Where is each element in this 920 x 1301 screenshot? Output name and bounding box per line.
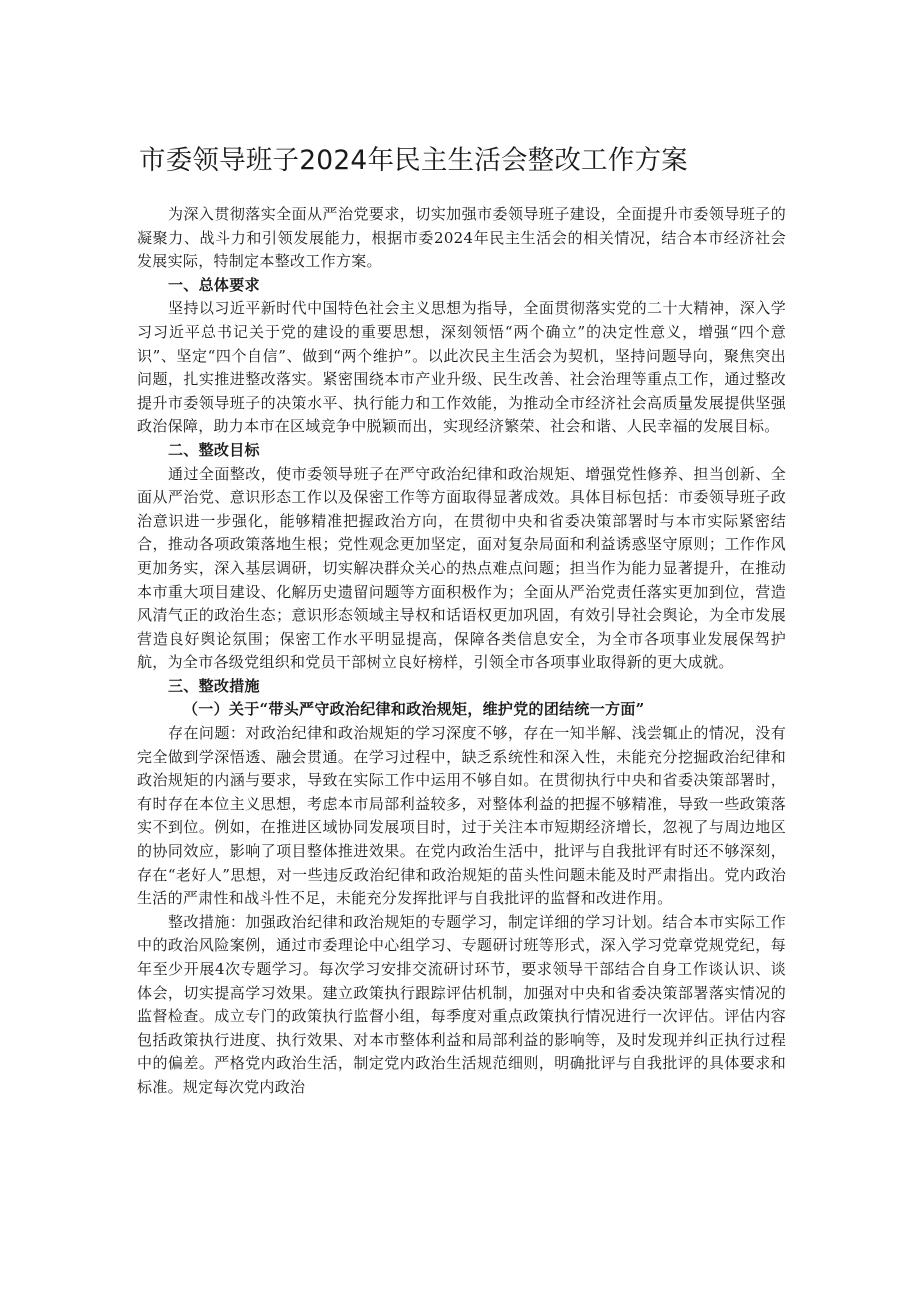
rectification-measures-paragraph: 整改措施：加强政治纪律和政治规矩的专题学习，制定详细的学习计划。结合本市实际工作中的政治风险案例，通过市委理论中心组学习、专题研讨班等形式，深入学习党章党规党纪，每年至少开展4次专题学习。每次学习安排交流研讨环节，要求领导干部结合自身工作谈认识、谈体会，切实提高学习效果。建立政策执行跟踪评估机制，加强对中央和省委决策部署落实情况的监督检查。成立专门的政策执行监督小组，每季度对重点政策执行情况进行一次评估。评估内容包括政策执行进度、执行效果、对本市整体利益和局部利益的影响等，及时发现并纠正执行过程中的偏差。严格党内政治生活，制定党内政治生活规范细则，明确批评与自我批评的具体要求和标准。规定每次党内政治	[137, 912, 786, 1096]
existing-problems-paragraph: 存在问题：对政治纪律和政治规矩的学习深度不够，存在一知半解、浅尝辄止的情况，没有完全做到学深悟透、融会贯通。在学习过程中，缺乏系统性和深入性，未能充分挖掘政治纪律和政治规矩的内涵与要求，导致在实际工作中运用不够自如。在贯彻执行中央和省委决策部署时，有时存在本位主义思想，考虑本市局部利益较多，对整体利益的把握不够精准，导致一些政策落实不到位。例如，在推进区域协同发展项目时，过于关注本市短期经济增长，忽视了与周边地区的协同效应，影响了项目整体推进效果。在党内政治生活中，批评与自我批评有时还不够深刻，存在“老好人”思想，对一些违反政治纪律和政治规矩的苗头性问题未能及时严肃指出。党内政治生活的严肃性和战斗性不足，未能充分发挥批评与自我批评的监督和改进作用。	[137, 724, 786, 908]
document-title: 市委领导班子2024年民主生活会整改工作方案	[139, 145, 688, 176]
intro-paragraph: 为深入贯彻落实全面从严治党要求，切实加强市委领导班子建设，全面提升市委领导班子的凝聚力、战斗力和引领发展能力，根据市委2024年民主生活会的相关情况，结合本市经济社会发展实际，特制定本整改工作方案。	[137, 205, 786, 271]
rectification-goals-paragraph: 通过全面整改，使市委领导班子在严守政治纪律和政治规矩、增强党性修养、担当创新、全面从严治党、意识形态工作以及保密工作等方面取得显著成效。具体目标包括：市委领导班子政治意识进一步强化，能够精准把握政治方向，在贯彻中央和省委决策部署时与本市实际紧密结合，推动各项政策落地生根；党性观念更加坚定，面对复杂局面和利益诱惑坚守原则；工作作风更加务实，深入基层调研，切实解决群众关心的热点难点问题；担当作为能力显著提升，在推动本市重大项目建设、化解历史遗留问题等方面积极作为；全面从严治党责任落实更加到位，营造风清气正的政治生态；意识形态领域主导权和话语权更加巩固，有效引导社会舆论，为全市发展营造良好舆论氛围；保密工作水平明显提高，保障各类信息安全，为全市各项事业发展保驾护航，为全市各级党组织和党员干部树立良好榜样，引领全市各项事业取得新的更大成就。	[137, 464, 786, 672]
section-heading-rectification-goals: 二、整改目标	[168, 440, 260, 459]
subsection-heading-political-discipline: （一）关于“带头严守政治纪律和政治规矩，维护党的团结统一方面”	[183, 700, 645, 719]
section-heading-rectification-measures: 三、整改措施	[168, 676, 260, 695]
section-heading-overall-requirements: 一、总体要求	[168, 275, 260, 294]
overall-requirements-paragraph: 坚持以习近平新时代中国特色社会主义思想为指导，全面贯彻落实党的二十大精神，深入学习习近平总书记关于党的建设的重要思想，深刻领悟“两个确立”的决定性意义，增强“四个意识”、坚定“四个自信”、做到“两个维护”。以此次民主生活会为契机，坚持问题导向，聚焦突出问题，扎实推进整改落实。紧密围绕本市产业升级、民生改善、社会治理等重点工作，通过整改提升市委领导班子的决策水平、执行能力和工作效能，为推动全市经济社会高质量发展提供坚强政治保障，助力本市在区域竞争中脱颖而出，实现经济繁荣、社会和谐、人民幸福的发展目标。	[137, 299, 786, 436]
